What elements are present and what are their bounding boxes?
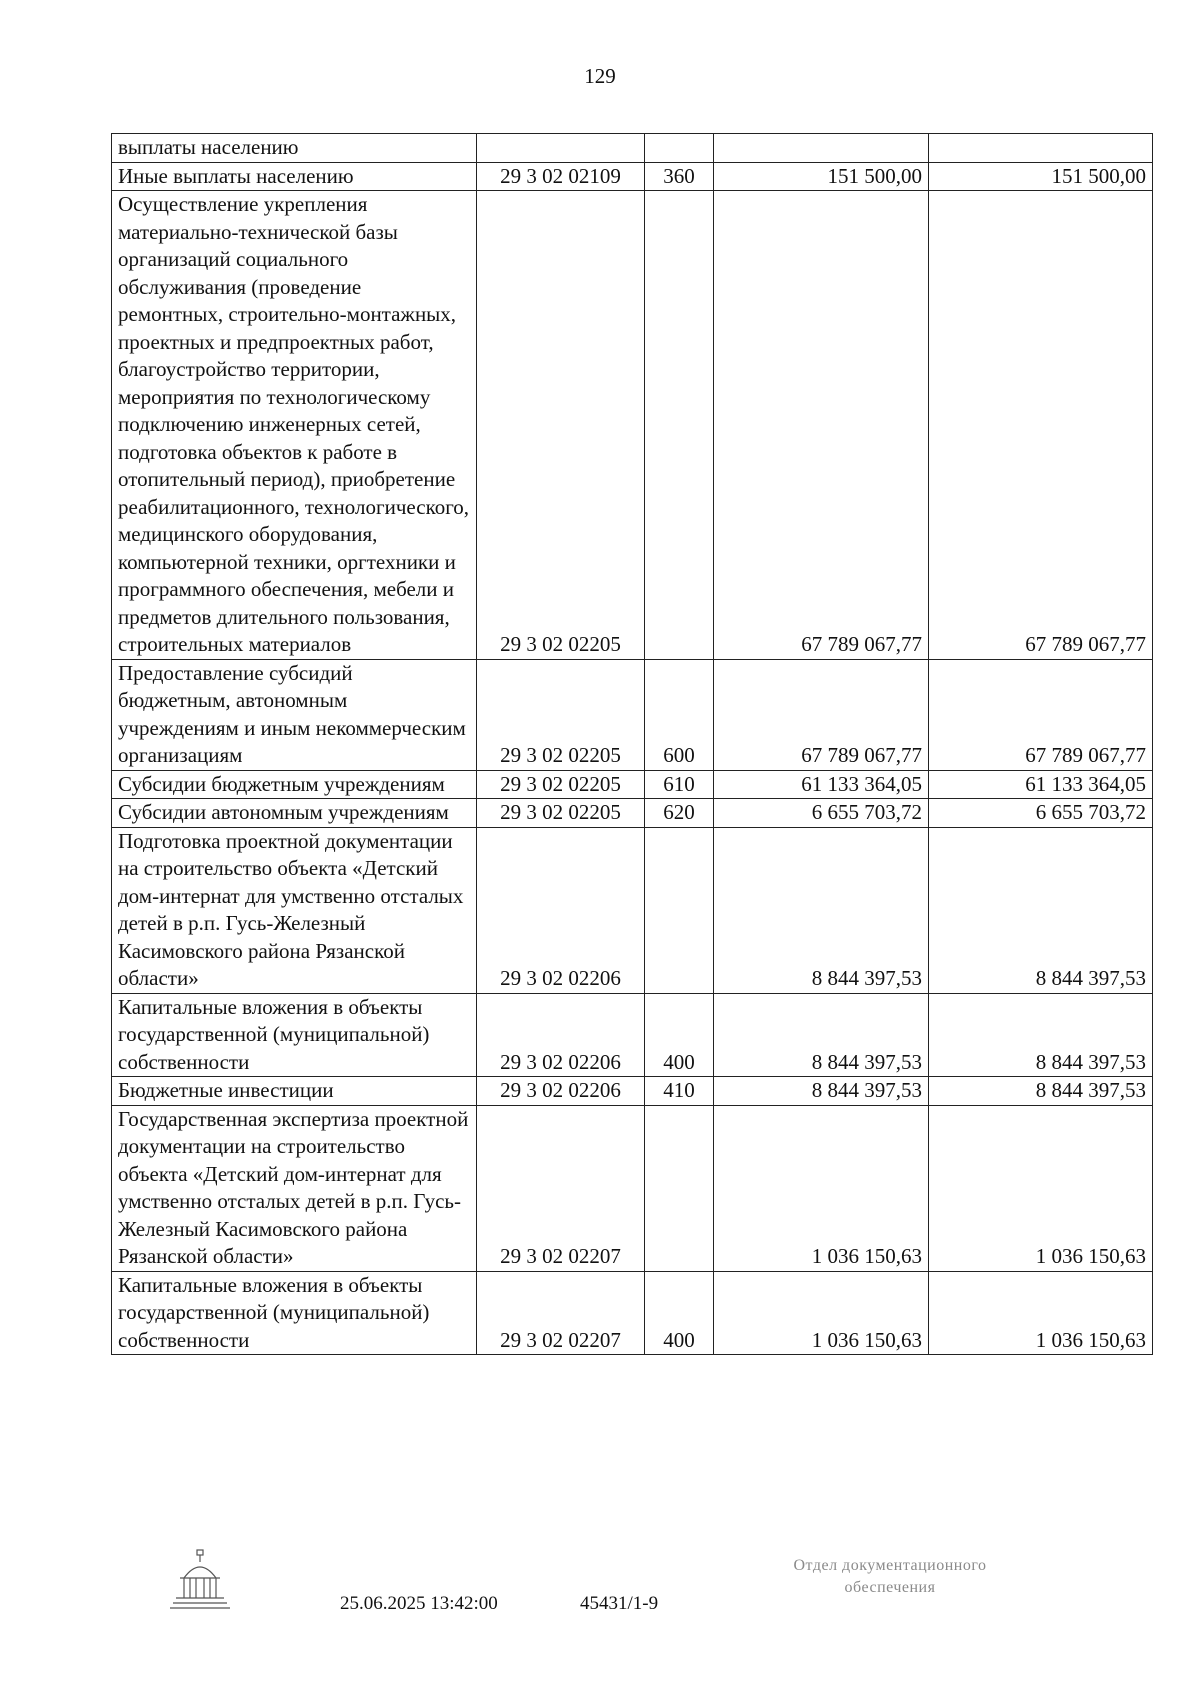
row-vr: 610 (645, 770, 714, 799)
row-sum-2: 67 789 067,77 (929, 659, 1153, 770)
table-row (112, 1077, 1153, 1106)
table-row (112, 134, 1153, 163)
row-sum-1: 67 789 067,77 (714, 191, 929, 660)
row-name: Осуществление укрепления материально-технической базы организаций социального обслуживания (проведение ремонтных, строительно-монтажных, проектных и предпроектных работ, благоустройство территории, мероприятия по технологическому подключению инженерных сетей, подготовка объектов к работе в отопительный период), приобретение реабилитационного, технологического, медицинского оборудования, компьютерной техники, оргтехники и программного обеспечения, мебели и предметов длительного пользования, строительных материалов (112, 191, 477, 660)
row-sum-1: 1 036 150,63 (714, 1271, 929, 1355)
row-name: Субсидии автономным учреждениям (112, 799, 477, 828)
table-row (112, 1271, 1153, 1355)
row-csr: 29 3 02 02205 (477, 191, 645, 660)
row-name: Иные выплаты населению (112, 162, 477, 191)
row-vr (645, 827, 714, 993)
table-row (112, 191, 1153, 660)
row-sum-1: 61 133 364,05 (714, 770, 929, 799)
row-sum-1: 6 655 703,72 (714, 799, 929, 828)
table-row (112, 162, 1153, 191)
row-name: Капитальные вложения в объекты государственной (муниципальной) собственности (112, 993, 477, 1077)
row-name: Капитальные вложения в объекты государственной (муниципальной) собственности (112, 1271, 477, 1355)
row-name: Государственная экспертиза проектной документации на строительство объекта «Детский дом-интернат для умственно отсталых детей в р.п. Гусь-Железный Касимовского района Рязанской области» (112, 1105, 477, 1271)
row-sum-2: 61 133 364,05 (929, 770, 1153, 799)
row-sum-1: 67 789 067,77 (714, 659, 929, 770)
row-name: Бюджетные инвестиции (112, 1077, 477, 1106)
row-sum-2: 1 036 150,63 (929, 1105, 1153, 1271)
table-row (112, 827, 1153, 993)
budget-table (111, 133, 1153, 1355)
row-vr (645, 191, 714, 660)
row-name: Подготовка проектной документации на строительство объекта «Детский дом-интернат для умственно отсталых детей в р.п. Гусь-Железный Касимовского района Рязанской области» (112, 827, 477, 993)
duma-emblem-icon (170, 1548, 230, 1610)
row-csr: 29 3 02 02205 (477, 659, 645, 770)
stamp-line-2: обеспечения (844, 1579, 936, 1596)
row-vr (645, 134, 714, 163)
row-sum-2 (929, 134, 1153, 163)
row-sum-2: 151 500,00 (929, 162, 1153, 191)
row-csr: 29 3 02 02205 (477, 770, 645, 799)
department-stamp (740, 1555, 1040, 1599)
row-csr (477, 134, 645, 163)
stamp-line-1: Отдел документационного (793, 1557, 987, 1574)
row-sum-2: 8 844 397,53 (929, 993, 1153, 1077)
row-sum-1: 8 844 397,53 (714, 993, 929, 1077)
row-csr: 29 3 02 02206 (477, 993, 645, 1077)
row-sum-1: 151 500,00 (714, 162, 929, 191)
row-csr: 29 3 02 02207 (477, 1105, 645, 1271)
row-csr: 29 3 02 02206 (477, 1077, 645, 1106)
row-vr: 600 (645, 659, 714, 770)
row-vr (645, 1105, 714, 1271)
row-vr: 360 (645, 162, 714, 191)
row-sum-2: 8 844 397,53 (929, 827, 1153, 993)
row-vr: 400 (645, 1271, 714, 1355)
row-sum-2: 8 844 397,53 (929, 1077, 1153, 1106)
row-csr: 29 3 02 02109 (477, 162, 645, 191)
row-name: Предоставление субсидий бюджетным, автономным учреждениям и иным некоммерческим организациям (112, 659, 477, 770)
page-number: 129 (584, 64, 616, 88)
row-sum-1: 1 036 150,63 (714, 1105, 929, 1271)
row-vr: 620 (645, 799, 714, 828)
row-sum-1 (714, 134, 929, 163)
footer-doc-number: 45431/1-9 (580, 1593, 659, 1614)
row-name: выплаты населению (112, 134, 477, 163)
row-csr: 29 3 02 02206 (477, 827, 645, 993)
row-sum-2: 1 036 150,63 (929, 1271, 1153, 1355)
row-vr: 410 (645, 1077, 714, 1106)
row-sum-1: 8 844 397,53 (714, 827, 929, 993)
row-csr: 29 3 02 02207 (477, 1271, 645, 1355)
row-csr: 29 3 02 02205 (477, 799, 645, 828)
row-sum-2: 6 655 703,72 (929, 799, 1153, 828)
table-row (112, 993, 1153, 1077)
row-sum-1: 8 844 397,53 (714, 1077, 929, 1106)
row-vr: 400 (645, 993, 714, 1077)
table-row (112, 1105, 1153, 1271)
row-sum-2: 67 789 067,77 (929, 191, 1153, 660)
row-name: Субсидии бюджетным учреждениям (112, 770, 477, 799)
table-row (112, 659, 1153, 770)
table-row (112, 799, 1153, 828)
footer-date: 25.06.2025 13:42:00 (340, 1593, 498, 1614)
table-row (112, 770, 1153, 799)
